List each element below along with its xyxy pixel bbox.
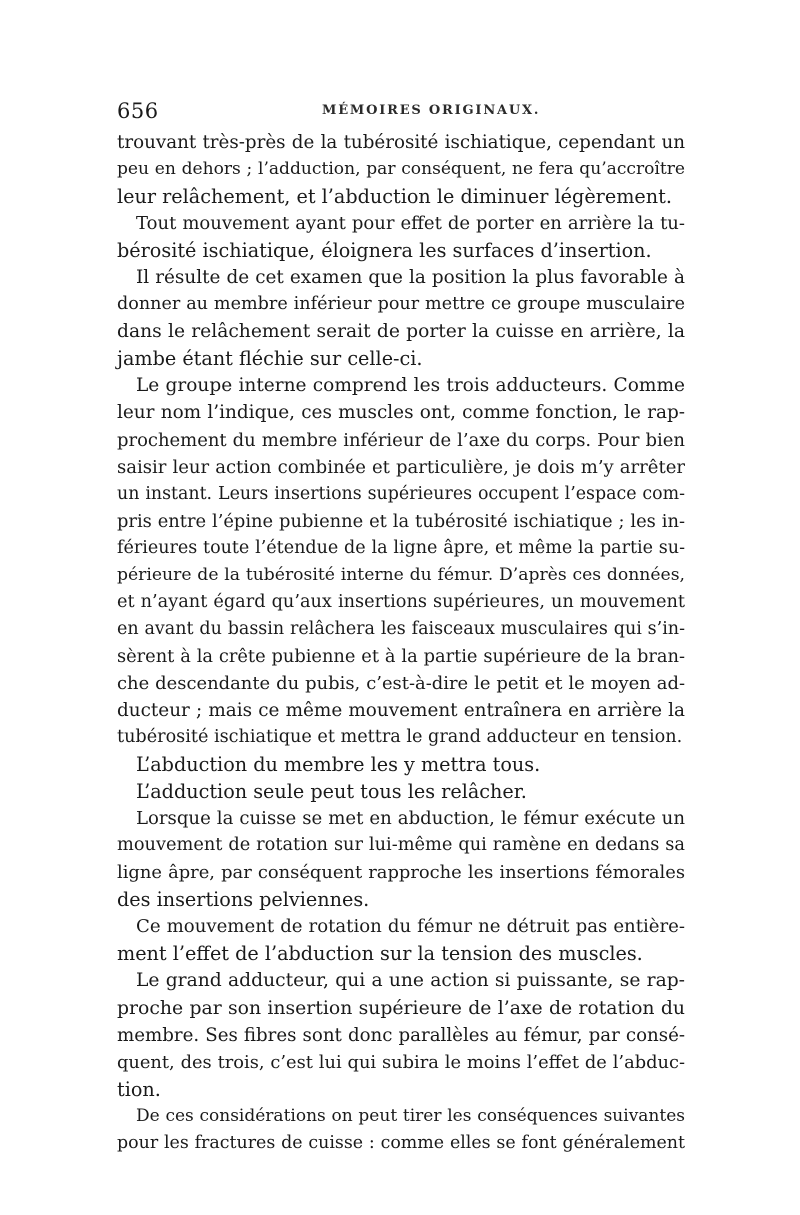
text-line: proche par son insertion supérieure de l’axe de rotation du: [117, 997, 685, 1019]
text-line: leur nom l’indique, ces muscles ont, comme fonction, le rap-: [117, 402, 685, 424]
text-line: sèrent à la crête pubienne et à la partie supérieure de la bran-: [117, 645, 685, 667]
text-line: ment l’effet de l’abduction sur la tension des muscles.: [117, 942, 643, 966]
text-line: L’abduction du membre les y mettra tous.: [136, 753, 541, 777]
text-line: che descendante du pubis, c’est-à-dire le petit et le moyen ad-: [117, 672, 685, 694]
text-line: et n’ayant égard qu’aux insertions supérieures, un mouvement: [117, 591, 685, 612]
text-line: donner au membre inférieur pour mettre ce groupe musculaire: [117, 294, 685, 315]
text-line: férieures toute l’étendue de la ligne âpre, et même la partie su-: [117, 537, 685, 558]
text-line: Tout mouvement ayant pour effet de porter en arrière la tu-: [136, 213, 685, 235]
text-line: ligne âpre, par conséquent rapproche les insertions fémorales: [117, 862, 685, 884]
running-head: MÉMOIRES ORIGINAUX.: [322, 103, 541, 118]
text-line: en avant du bassin relâchera les faisceaux musculaires qui s’in-: [117, 618, 685, 639]
text-line: Le groupe interne comprend les trois adducteurs. Comme: [136, 375, 685, 397]
text-line: mouvement de rotation sur lui-même qui ramène en dedans sa: [117, 835, 685, 856]
text-line: pris entre l’épine pubienne et la tubérosité ischiatique ; les in-: [117, 510, 685, 532]
text-line: Il résulte de cet examen que la position la plus favorable à: [136, 267, 685, 289]
text-line: ducteur ; mais ce même mouvement entraînera en arrière la: [117, 699, 685, 721]
text-line: peu en dehors ; l’adduction, par conséquent, ne fera qu’accroître: [117, 159, 685, 180]
text-line: Ce mouvement de rotation du fémur ne détruit pas entière-: [136, 916, 685, 938]
text-line: Lorsque la cuisse se met en abduction, le fémur exécute un: [136, 808, 685, 830]
text-line: tubérosité ischiatique et mettra le grand adducteur en tension.: [117, 727, 683, 748]
text-line: des insertions pelviennes.: [117, 888, 370, 912]
text-line: prochement du membre inférieur de l’axe du corps. Pour bien: [117, 429, 685, 451]
text-line: trouvant très-près de la tubérosité ischiatique, cependant un: [117, 132, 685, 153]
text-line: De ces considérations on peut tirer les conséquences suivantes: [136, 1105, 685, 1126]
text-line: tion.: [117, 1077, 161, 1101]
text-line: membre. Ses fibres sont donc parallèles au fémur, par consé-: [117, 1024, 685, 1046]
text-line: Le grand adducteur, qui a une action si puissante, se rap-: [136, 970, 685, 992]
text-line: dans le relâchement serait de porter la cuisse en arrière, la: [117, 321, 685, 343]
text-line: bérosité ischiatique, éloignera les surfaces d’insertion.: [117, 239, 652, 263]
text-line: leur relâchement, et l’abduction le diminuer légèrement.: [117, 185, 672, 209]
page-header: [117, 96, 685, 126]
text-line: périeure de la tubérosité interne du fémur. D’après ces données,: [117, 564, 685, 585]
page-number: 656: [117, 99, 159, 123]
text-line: pour les fractures de cuisse : comme elles se font généralement: [117, 1132, 685, 1153]
body-text: [117, 129, 685, 1157]
text-line: jambe étant fléchie sur celle-ci.: [117, 347, 423, 371]
text-line: saisir leur action combinée et particulière, je dois m’y arrêter: [117, 456, 685, 478]
text-line: L’adduction seule peut tous les relâcher.: [136, 780, 527, 804]
text-line: un instant. Leurs insertions supérieures occupent l’espace com-: [117, 483, 685, 504]
text-line: quent, des trois, c’est lui qui subira le moins l’effet de l’abduc-: [117, 1051, 685, 1073]
